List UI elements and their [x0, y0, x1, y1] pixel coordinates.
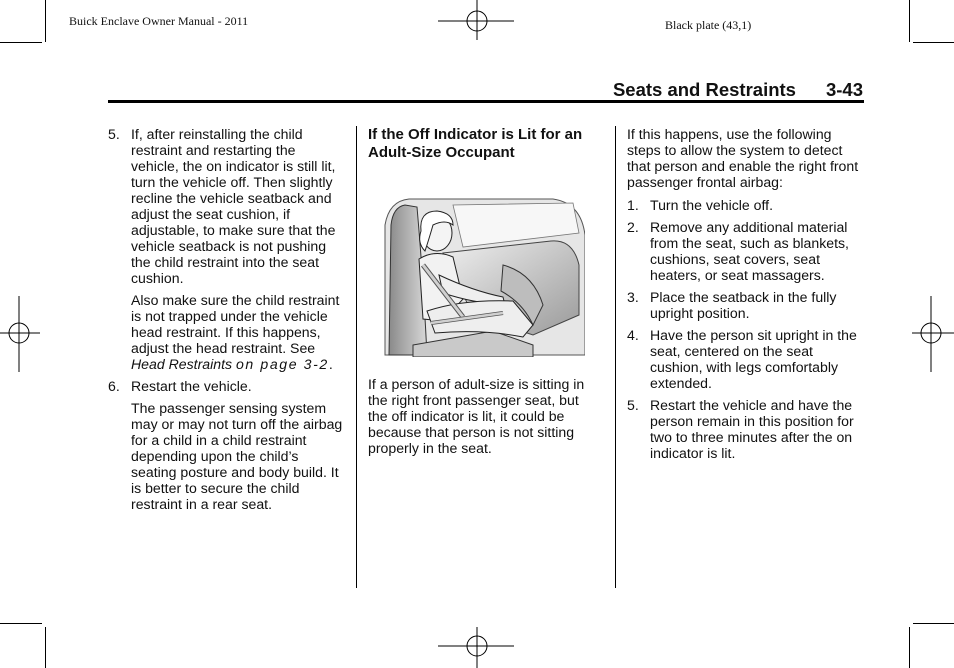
- registration-mark-bottom-icon: [438, 627, 516, 668]
- step-text: Restart the vehicle and have the person remain in this position for two to three minutes after the on indicator is lit.: [650, 397, 854, 461]
- column-2-body: [368, 376, 600, 461]
- step-number: 5.: [627, 397, 639, 413]
- list-item: [627, 219, 865, 283]
- section-title: Seats and Restraints: [612, 79, 796, 100]
- step-continuation: Also make sure the child restraint is not trapped under the vehicle head restraint. If this happens, adjust the head restraint. See Head Restraints on page 3-2.: [131, 292, 340, 372]
- list-item: [108, 126, 346, 286]
- page-number: 3-43: [825, 79, 863, 100]
- list-item: [108, 378, 346, 394]
- running-header-right: Black plate (43,1): [665, 18, 752, 32]
- cross-reference-link[interactable]: Head Restraints: [131, 356, 233, 372]
- registration-mark-top-icon: [438, 0, 516, 42]
- list-item: [627, 197, 865, 213]
- column-3: [627, 126, 865, 467]
- step-text: Turn the vehicle off.: [650, 197, 773, 213]
- step-text: Remove any additional material from the seat, such as blankets, cushions, seat covers, seat heaters, or seat massagers.: [650, 219, 849, 283]
- step-text: Place the seatback in the fully upright position.: [650, 289, 837, 321]
- body-paragraph: If a person of adult-size is sitting in the right front passenger seat, but the off indicator is lit, it could be because that person is not sitting properly in the seat.: [368, 376, 585, 456]
- step-number: 3.: [627, 289, 639, 305]
- column-divider-1: [356, 126, 357, 588]
- subsection-heading: If the Off Indicator is Lit for an Adult-Size Occupant: [368, 126, 583, 161]
- column-2: [368, 126, 600, 162]
- header-rule: [108, 100, 864, 103]
- step-number: 6.: [108, 378, 120, 394]
- section-header: [560, 79, 863, 101]
- step-number: 1.: [627, 197, 639, 213]
- step-number: 2.: [627, 219, 639, 235]
- step-text: Restart the vehicle.: [131, 378, 252, 394]
- running-header-left: Buick Enclave Owner Manual - 2011: [69, 14, 249, 28]
- step-number: 5.: [108, 126, 120, 142]
- registration-mark-right-icon: [912, 296, 954, 372]
- list-item: [627, 327, 865, 391]
- column-divider-2: [615, 126, 616, 588]
- seated-adult-occupant-illustration: [383, 195, 585, 357]
- list-item: [627, 397, 865, 461]
- step-number: 4.: [627, 327, 639, 343]
- body-paragraph: If this happens, use the following steps to allow the system to detect that person and enable the right front passenger frontal airbag:: [627, 126, 859, 190]
- cross-reference-page[interactable]: on page 3-2: [235, 356, 329, 372]
- column-1: [108, 126, 346, 518]
- registration-mark-left-icon: [0, 296, 40, 372]
- step-continuation: The passenger sensing system may or may not turn off the airbag for a child in a child restraint depending upon the child’s seating posture and body build. It is better to secure the child restraint in a rear seat.: [131, 400, 343, 512]
- step-text: If, after reinstalling the child restraint and restarting the vehicle, the on indicator is still lit, turn the vehicle off. Then slightly recline the vehicle seatback and adjust the seat cushion, if adjustable, to make sure that the vehicle seatback is not pushing the child restraint into the seat cushion.: [131, 126, 336, 286]
- list-item: [627, 289, 865, 321]
- step-text: Have the person sit upright in the seat, centered on the seat cushion, with legs comfortably extended.: [650, 327, 857, 391]
